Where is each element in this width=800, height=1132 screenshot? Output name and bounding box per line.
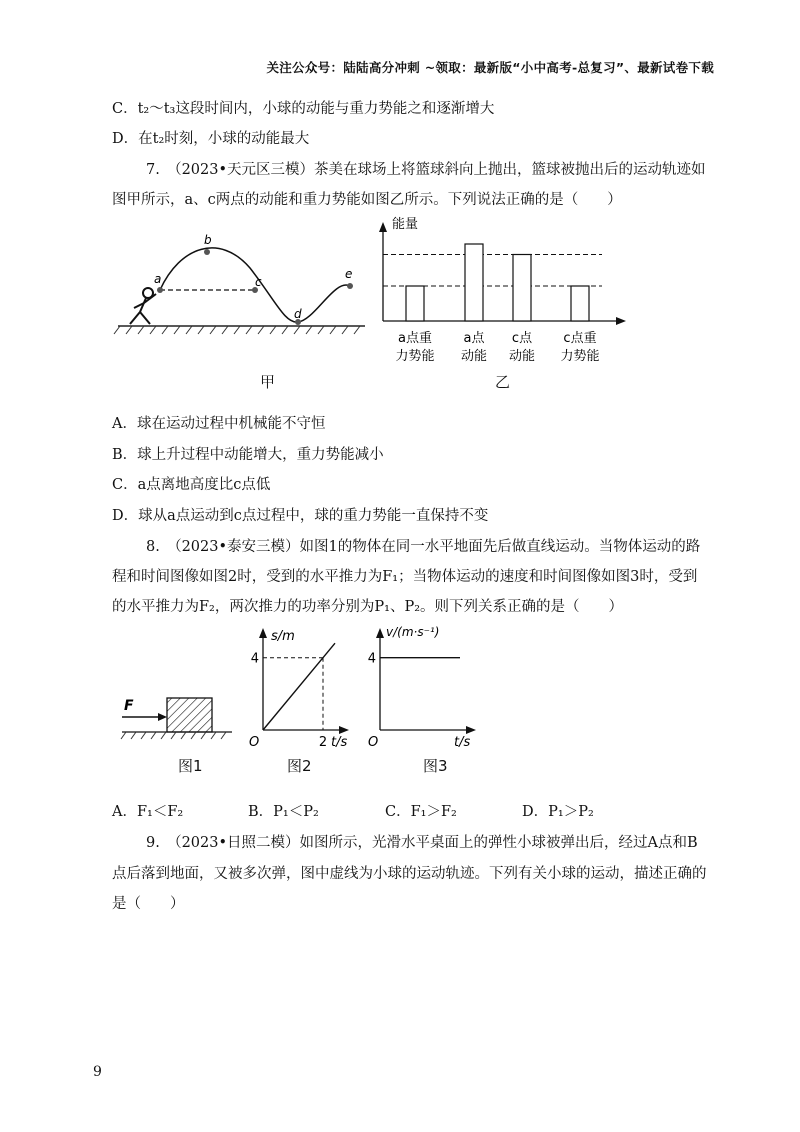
point-c-label: c — [255, 275, 262, 289]
energy-xlabel: c点 — [511, 331, 533, 346]
energy-bar — [406, 286, 424, 321]
force-label: F — [124, 698, 134, 714]
fig1-caption: 图1 — [178, 757, 203, 775]
point-b-label: b — [204, 233, 212, 247]
q8-stem-line2: 程和时间图像如图2时，受到的水平推力为F₁；当物体运动的速度和时间图像如图3时，受到 — [112, 569, 698, 585]
fig-jia-caption: 甲 — [260, 373, 276, 391]
page-number: 9 — [93, 1064, 102, 1080]
fig3-caption: 图3 — [423, 757, 448, 775]
q9-stem-line2: 点后落到地面，又被多次弹，图中虚线为小球的运动轨迹。下列有关小球的运动，描述正确的 — [112, 866, 707, 882]
q8-option-a: A．F₁＜F₂ — [112, 804, 184, 820]
fig3-xlabel: t/s — [454, 735, 471, 750]
energy-bar — [513, 255, 531, 322]
q7-option-d: D．球从a点运动到c点过程中，球的重力势能一直保持不变 — [112, 508, 489, 524]
energy-xlabel: 动能 — [460, 349, 488, 364]
energy-xlabel: 力势能 — [560, 349, 600, 364]
q8-fig3-vt-graph — [362, 620, 482, 752]
q8-option-d: D．P₁＞P₂ — [522, 804, 594, 820]
energy-xlabel: a点 — [463, 331, 485, 346]
energy-ylabel: 能量 — [392, 217, 419, 232]
energy-xlabel: c点重 — [563, 331, 597, 346]
fig-yi-caption: 乙 — [495, 373, 511, 391]
s-t-line — [263, 643, 335, 730]
q7-option-b: B．球上升过程中动能增大，重力势能减小 — [112, 447, 384, 463]
q8-option-c: C．F₁＞F₂ — [385, 804, 457, 820]
option-d-prev: D．在t₂时刻，小球的动能最大 — [112, 131, 310, 147]
page-header: 关注公众号：陆陆高分冲刺 ~领取：最新版“小中高考-总复习”、最新试卷下载 — [266, 60, 714, 75]
energy-xlabel: 力势能 — [395, 349, 435, 364]
fig2-caption: 图2 — [287, 757, 312, 775]
q8-stem-line3: 的水平推力为F₂，两次推力的功率分别为P₁、P₂。则下列关系正确的是（ ） — [112, 599, 624, 615]
q7-option-c: C．a点离地高度比c点低 — [112, 477, 271, 493]
point-e-label: e — [345, 267, 353, 281]
q9-stem-line3: 是（ ） — [112, 896, 185, 912]
energy-xlabel: a点重 — [398, 331, 432, 346]
thrower-figure — [130, 288, 156, 324]
option-c-prev: C．t₂～t₃这段时间内，小球的动能与重力势能之和逐渐增大 — [112, 101, 495, 117]
point-a-label: a — [154, 272, 162, 286]
fig2-ytick: 4 — [250, 651, 259, 667]
q7-stem-line2: 图甲所示，a、c两点的动能和重力势能如图乙所示。下列说法正确的是（ ） — [112, 192, 622, 208]
fig2-xtick: 2 — [318, 735, 328, 750]
energy-bar — [571, 286, 589, 321]
q8-fig2-st-graph — [245, 622, 355, 752]
q9-stem-line1: 9. （2023•日照二模）如图所示，光滑水平桌面上的弹性小球被弹出后，经过A点和B — [146, 835, 698, 851]
fig2-origin: O — [249, 735, 260, 750]
q8-option-b: B．P₁＜P₂ — [248, 804, 319, 820]
q7-energy-chart — [370, 212, 630, 372]
q8-stem-line1: 8. （2023•泰安三模）如图1的物体在同一水平地面先后做直线运动。当物体运动的路 — [146, 539, 701, 555]
energy-bar — [465, 244, 483, 321]
fig2-ylabel: s/m — [271, 629, 295, 644]
fig3-ytick: 4 — [367, 651, 376, 667]
energy-xlabel: 动能 — [508, 349, 536, 364]
point-d-label: d — [294, 307, 302, 321]
fig3-origin: O — [368, 735, 379, 750]
fig3-ylabel: v/(m·s⁻¹) — [386, 625, 440, 639]
q7-stem-line1: 7. （2023•天元区三模）茶美在球场上将篮球斜向上抛出，篮球被抛出后的运动轨迹如 — [146, 162, 706, 178]
q7-trajectory-figure — [110, 228, 370, 348]
q8-fig1-block — [120, 690, 235, 745]
q7-option-a: A．球在运动过程中机械能不守恒 — [112, 416, 326, 432]
fig2-xlabel: t/s — [331, 735, 348, 750]
